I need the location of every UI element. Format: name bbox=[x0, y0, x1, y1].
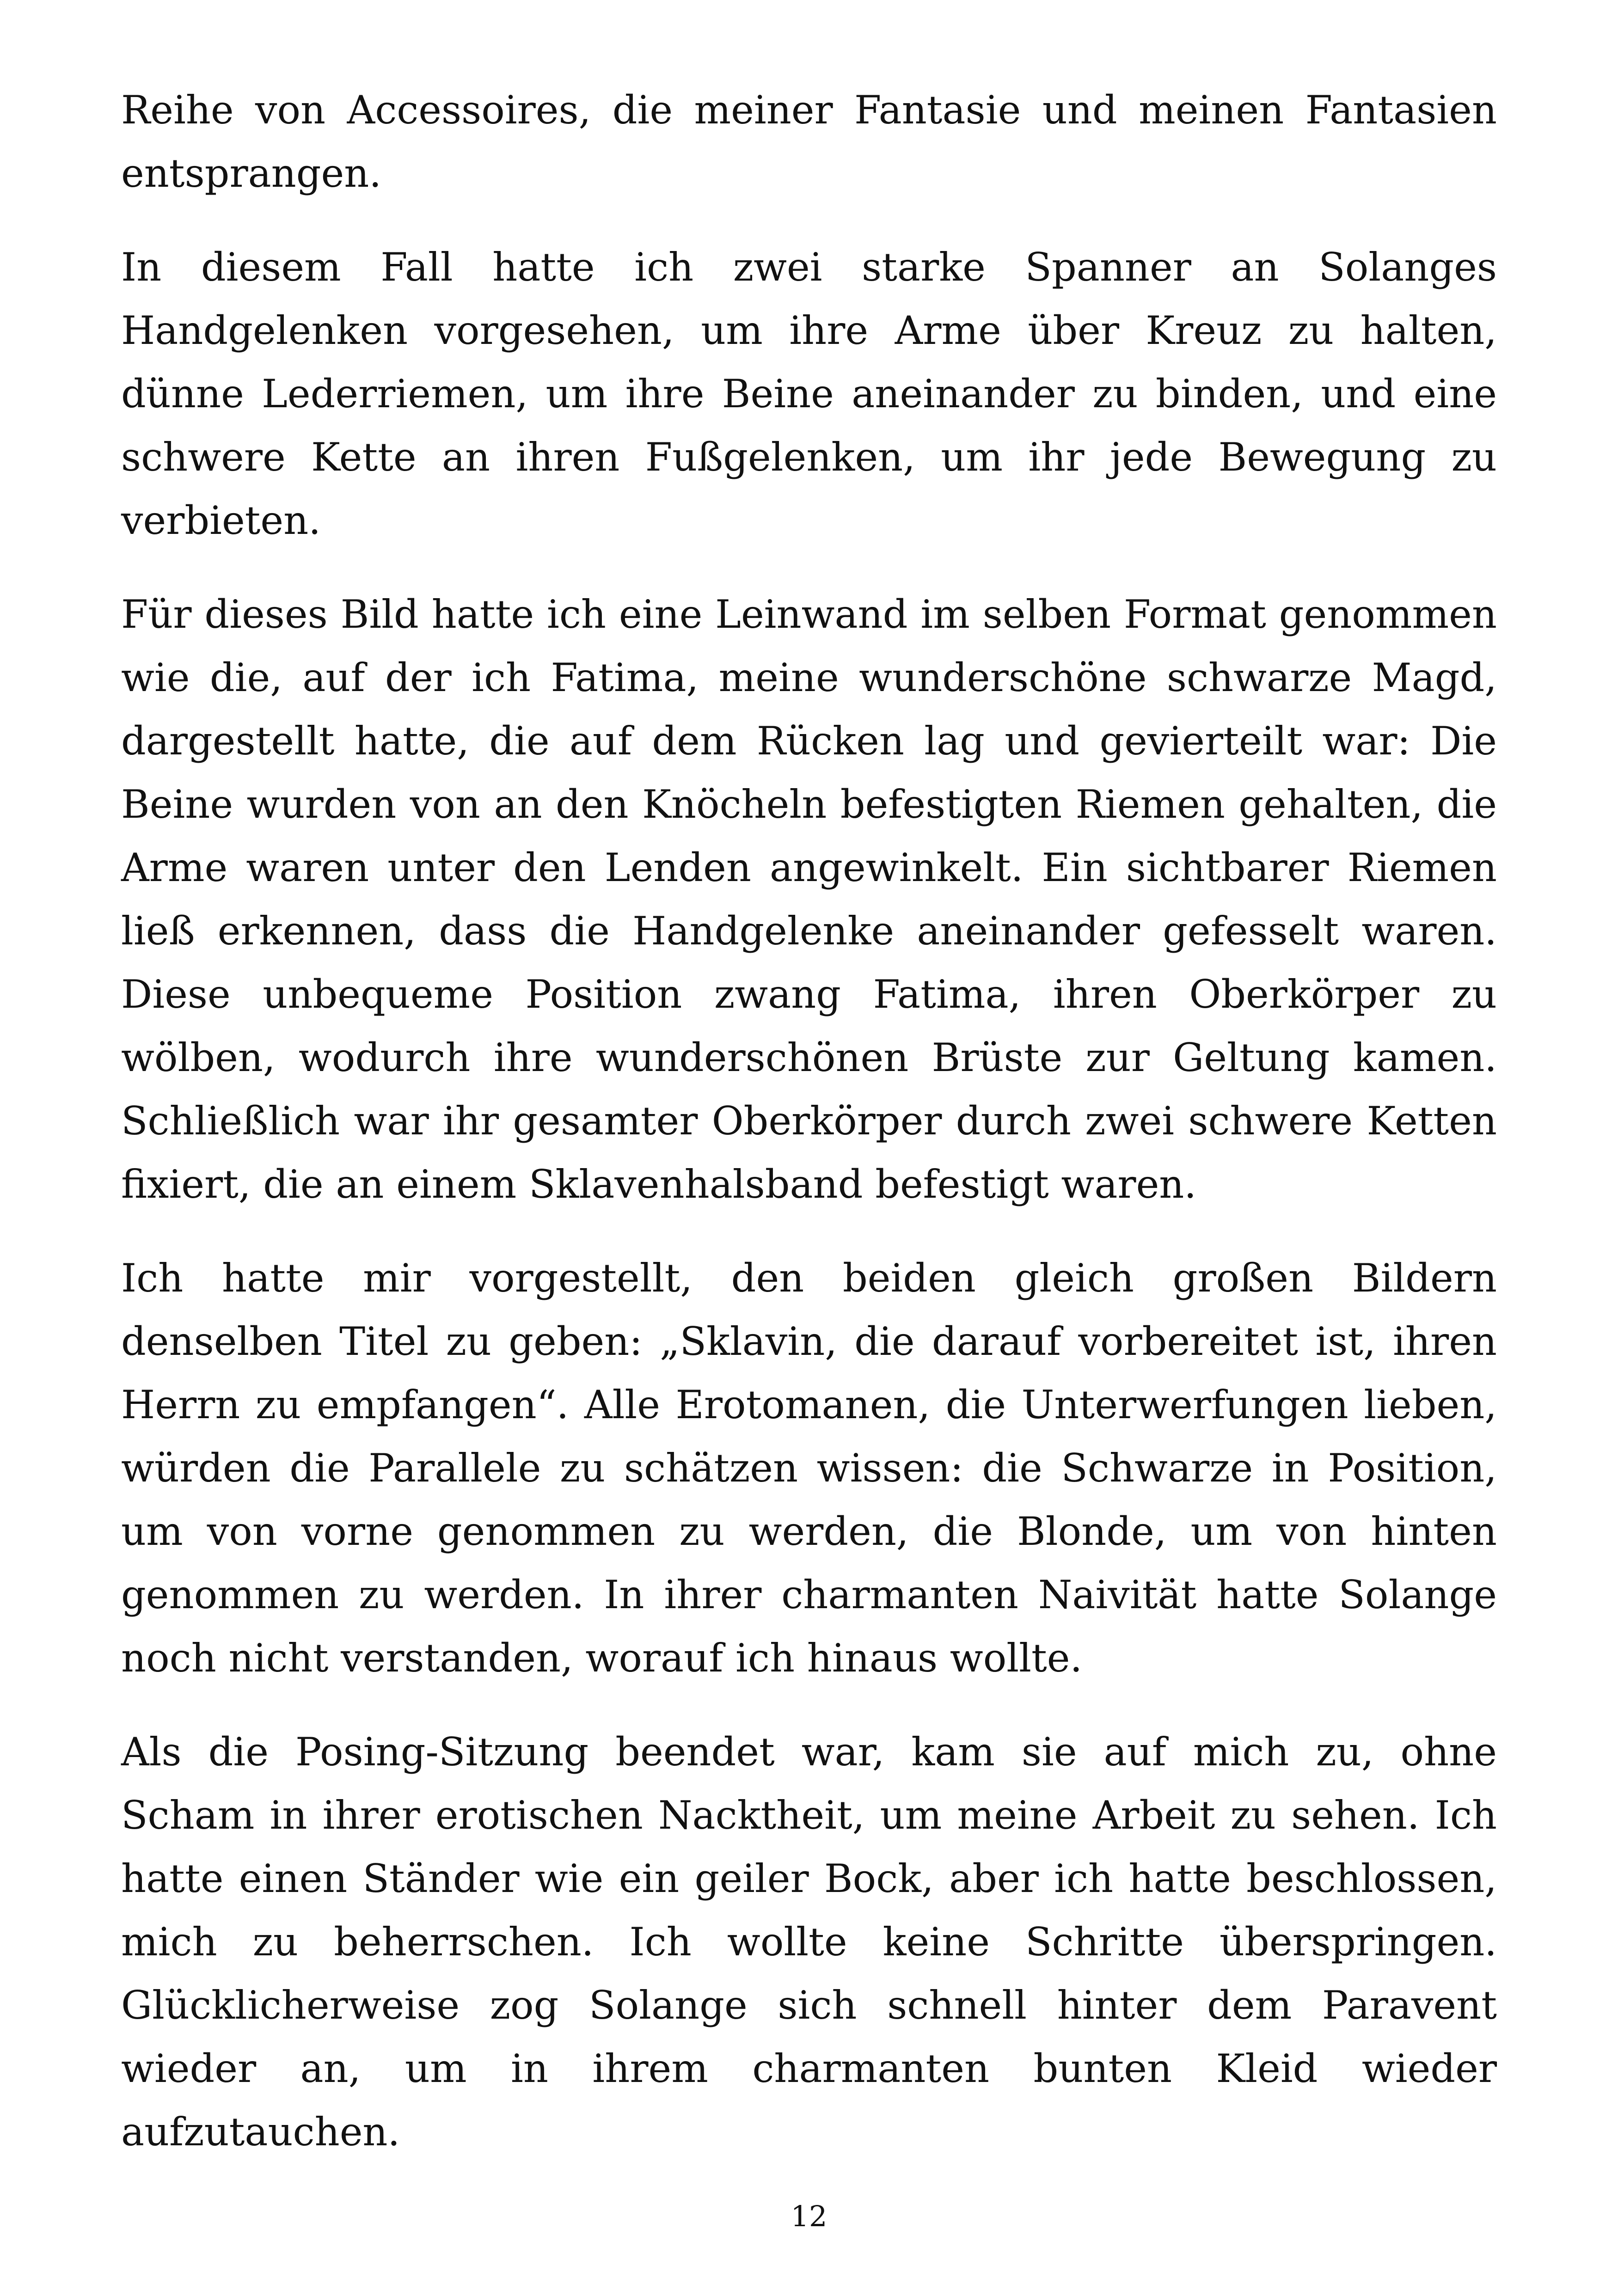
paragraph-3: Für dieses Bild hatte ich eine Leinwand im selben Format genommen wie die, auf der ich Fatima, meine wunderschöne schwarze Magd, dargestellt hatte, die auf dem Rücken lag und gevierteilt war: Die Beine wurden von an den Knöcheln befestigten Riemen gehalten, die Arme waren unter den Lenden angewinkelt. Ein sichtbarer Riemen ließ erkennen, dass die Handgelenke aneinander gefesselt waren. Diese unbequeme Position zwang Fatima, ihren Oberkörper zu wölben, wodurch ihre wunderschönen Brüste zur Geltung kamen. Schließlich war ihr gesamter Oberkörper durch zwei schwere Ketten fixiert, die an einem Sklavenhalsband befestigt waren. bbox=[121, 592, 1497, 1207]
paragraph-2: In diesem Fall hatte ich zwei starke Spanner an Solanges Handgelenken vorgesehen, um ihre Arme über Kreuz zu halten, dünne Lederriemen, um ihre Beine aneinander zu binden, und eine schwere Kette an ihren Fußgelenken, um ihr jede Bewegung zu verbieten. bbox=[121, 245, 1497, 543]
body-text bbox=[121, 79, 1497, 2194]
paragraph-1: Reihe von Accessoires, die meiner Fantasie und meinen Fantasien entsprangen. bbox=[121, 87, 1497, 196]
page-number: 12 bbox=[791, 2199, 827, 2233]
paragraph-4: Ich hatte mir vorgestellt, den beiden gleich großen Bildern denselben Titel zu geben: „Sklavin, die darauf vorbereitet ist, ihren Herrn zu empfangen“. Alle Erotomanen, die Unterwerfungen lieben, würden die Parallele zu schätzen wissen: die Schwarze in Position, um von vorne genommen zu werden, die Blonde, um von hinten genommen zu werden. In ihrer charmanten Naivität hatte Solange noch nicht verstanden, worauf ich hinaus wollte. bbox=[121, 1255, 1497, 1681]
paragraph-5: Als die Posing-Sitzung beendet war, kam sie auf mich zu, ohne Scham in ihrer erotischen Nacktheit, um meine Arbeit zu sehen. Ich hatte einen Ständer wie ein geiler Bock, aber ich hatte beschlossen, mich zu beherrschen. Ich wollte keine Schritte überspringen. Glücklicherweise zog Solange sich schnell hinter dem Paravent wieder an, um in ihrem charmanten bunten Kleid wieder aufzutauchen. bbox=[121, 1729, 1497, 2155]
